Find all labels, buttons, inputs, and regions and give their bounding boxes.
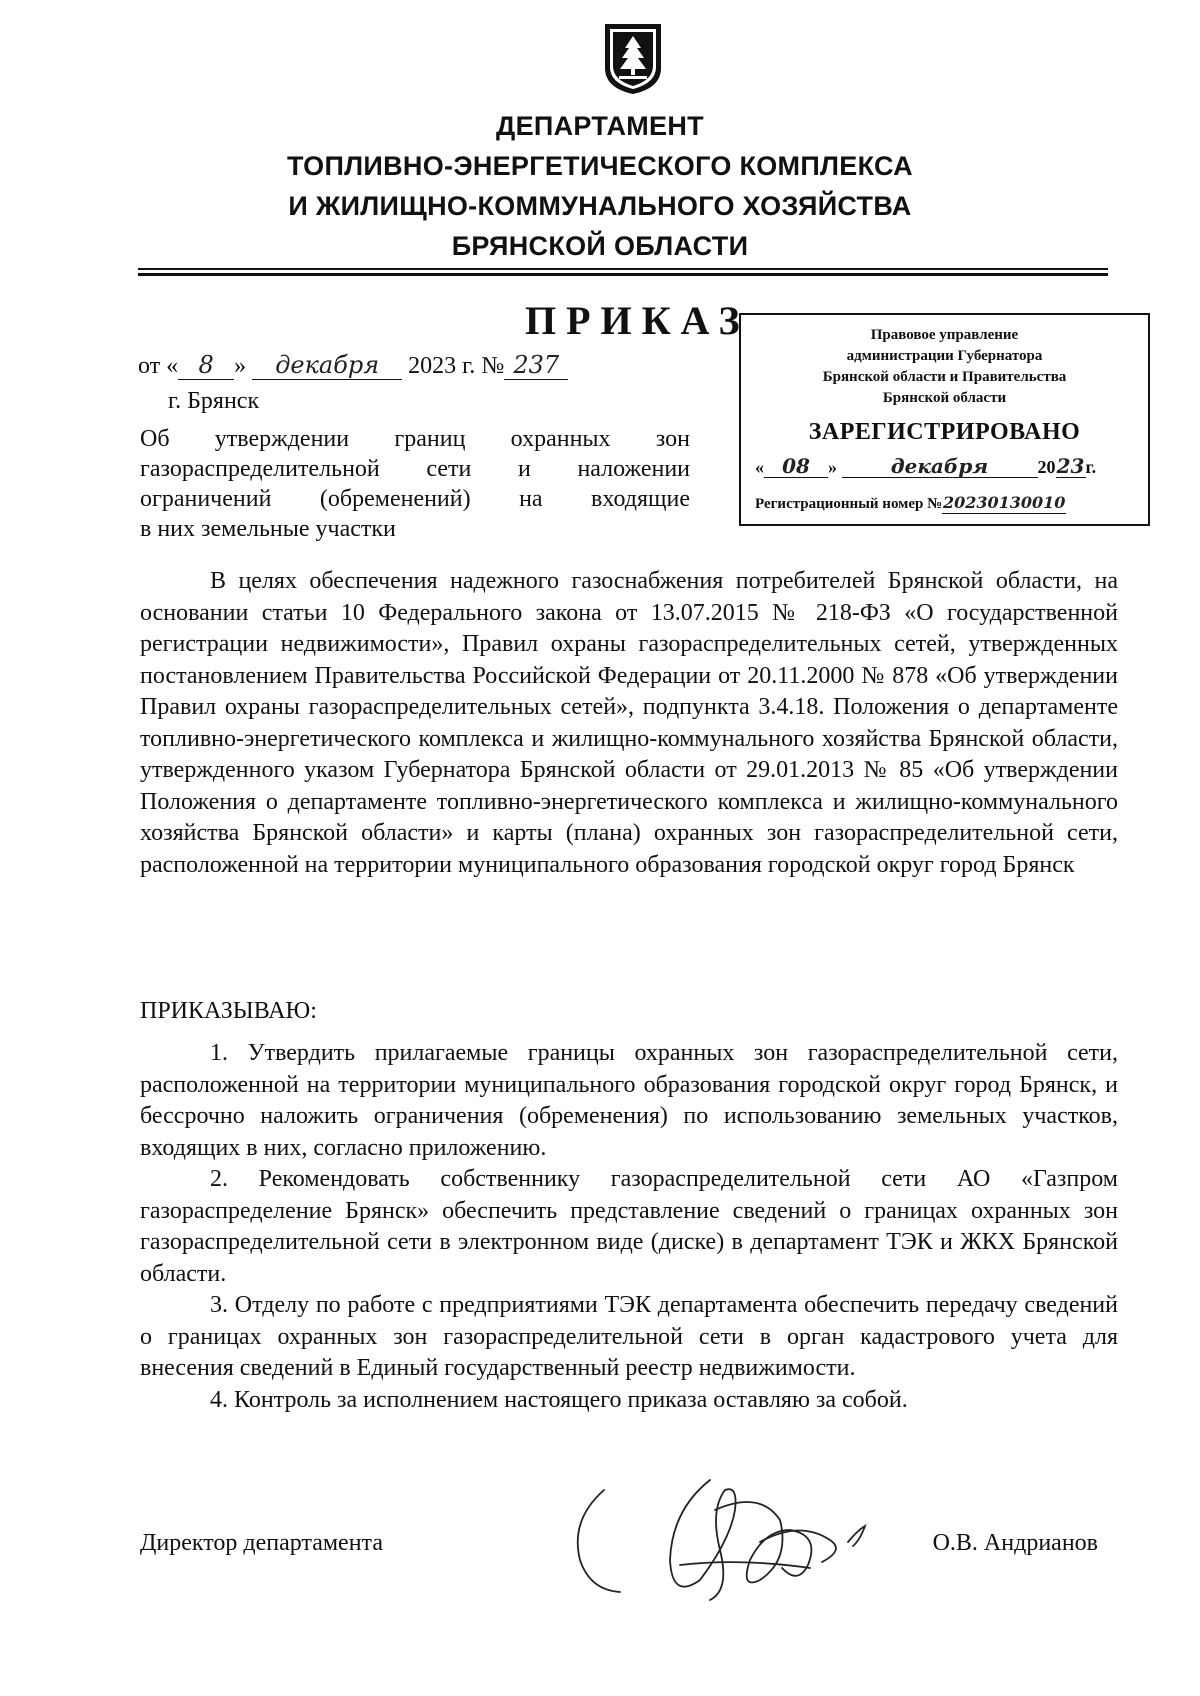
stamp-registration-number: [755, 493, 1138, 515]
department-line: И ЖИЛИЩНО-КОММУНАЛЬНОГО ХОЗЯЙСТВА: [288, 191, 912, 221]
department-line: БРЯНСКОЙ ОБЛАСТИ: [451, 231, 749, 261]
stamp-status: ЗАРЕГИСТРИРОВАНО: [808, 419, 1081, 445]
stamp-org-line: Брянской области и Правительства: [822, 369, 1067, 385]
stamp-month: декабря: [842, 455, 1038, 478]
number-prefix: №: [481, 353, 505, 379]
signatory-name: О.В. Андрианов: [932, 1530, 1098, 1556]
handwritten-signature: [560, 1450, 880, 1610]
stamp-year-prefix: 20: [1037, 457, 1056, 477]
order-items: [140, 1038, 1118, 1416]
department-header: [0, 106, 1200, 266]
order-item: 3. Отделу по работе с предприятиями ТЭК департамента обеспечить передачу сведений о границах охранных зон газораспределительной сети в орган кадастрового учета для внесения сведений в Единый государственный реестр недвижимости.: [140, 1292, 1118, 1381]
order-month: декабря: [252, 351, 402, 380]
subject-line: Об утверждении границ охранных зон: [140, 426, 690, 452]
stamp-reg-number: 20230130010: [942, 493, 1066, 512]
signatory-position: Директор департамента: [140, 1530, 383, 1556]
department-line: ДЕПАРТАМЕНТ: [496, 111, 704, 141]
order-city: г. Брянск: [168, 388, 260, 414]
header-divider-thin: [138, 268, 1108, 270]
coat-of-arms-emblem: [601, 20, 665, 96]
header-divider-thick: [138, 273, 1108, 276]
order-title: ПРИКАЗ: [525, 298, 750, 343]
stamp-org-line: Правовое управление: [870, 327, 1019, 343]
department-line: ТОПЛИВНО-ЭНЕРГЕТИЧЕСКОГО КОМПЛЕКСА: [287, 151, 913, 181]
preamble-block: [140, 566, 1118, 881]
directive: ПРИКАЗЫВАЮ:: [140, 998, 317, 1024]
subject-line: в них земельные участки: [140, 516, 396, 542]
subject-line: ограничений (обременений) на входящие: [140, 486, 690, 512]
stamp-org-line: Брянской области: [882, 390, 1007, 406]
order-item: 1. Утвердить прилагаемые границы охранных зон газораспределительной сети, расположенной на территории муниципального образования городской округ город Брянск, и бессрочно наложить ограничения (обременения) по использованию земельных участков, входящих в них, согласно приложению.: [140, 1040, 1118, 1161]
stamp-organization: [741, 325, 1148, 409]
date-prefix: от «: [138, 353, 179, 379]
stamp-date: [755, 455, 1138, 479]
order-year: 2023 г.: [408, 353, 476, 379]
date-close: »: [234, 353, 247, 379]
registration-stamp: [739, 313, 1150, 526]
stamp-date-close: »: [828, 457, 837, 477]
subject-line: газораспределительной сети и наложении: [140, 456, 690, 482]
stamp-year-unit: г.: [1085, 457, 1097, 477]
stamp-date-open: «: [755, 457, 764, 477]
stamp-reg-label: Регистрационный номер №: [755, 496, 943, 512]
order-item: 2. Рекомендовать собственнику газораспределительной сети АО «Газпром газораспределение Брянск» обеспечить представление сведений о границах охранных зон газораспределительной сети в электронном виде (диске) в департамент ТЭК и ЖКХ Брянской области.: [140, 1166, 1118, 1287]
stamp-year-suffix: 23: [1056, 454, 1085, 478]
order-day: 8: [178, 351, 234, 380]
preamble-text: В целях обеспечения надежного газоснабжения потребителей Брянской области, на основании статьи 10 Федерального закона от 13.07.2015 № 218-ФЗ «О государственной регистрации недвижимости», Правил охраны газораспределительных сетей, утвержденных постановлением Правительства Российской Федерации от 20.11.2000 № 878 «Об утверждении Правил охраны газораспределительных сетей», подпункта 3.4.18. Положения о департаменте топливно-энергетического комплекса и жилищно-коммунального хозяйства Брянской области, утвержденного указом Губернатора Брянской области от 29.01.2013 № 85 «Об утверждении Положения о департаменте топливно-энергетического комплекса и жилищно-коммунального хозяйства Брянской области» и карты (плана) охранных зон газораспределительной сети, расположенной на территории муниципального образования городской округ город Брянск: [140, 568, 1118, 878]
order-item: 4. Контроль за исполнением настоящего приказа оставляю за собой.: [210, 1386, 908, 1413]
order-number: 237: [504, 351, 568, 380]
order-subject: [140, 424, 690, 544]
stamp-day: 08: [764, 455, 828, 478]
stamp-org-line: администрации Губернатора: [846, 348, 1043, 364]
order-date-line: [138, 350, 568, 382]
